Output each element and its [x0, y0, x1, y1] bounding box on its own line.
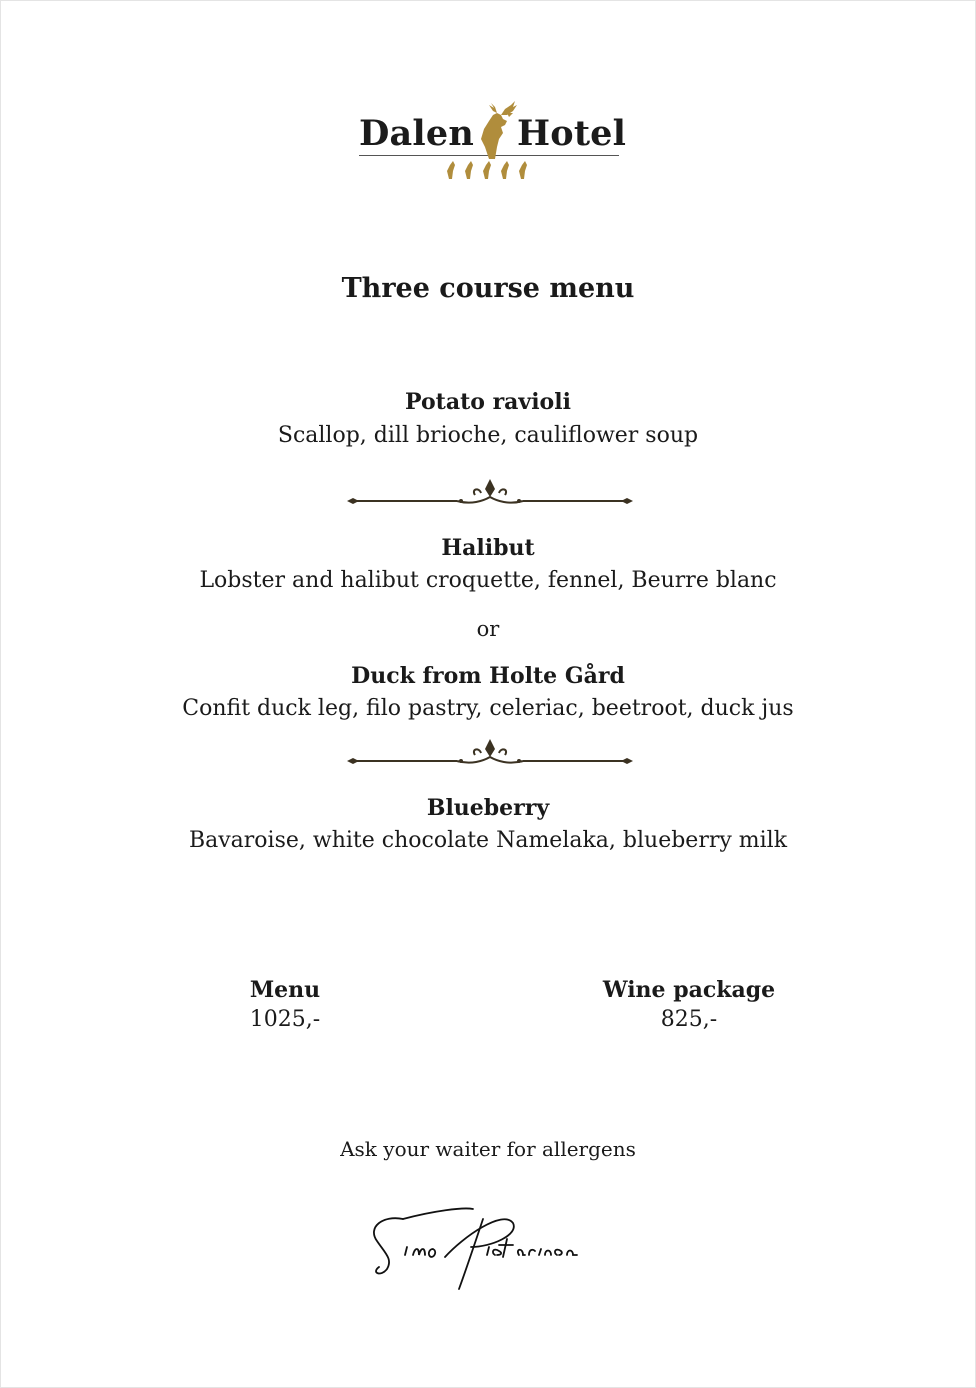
menu-price-block	[175, 977, 395, 1032]
menu-price-label: Menu	[249, 977, 321, 1003]
menu-price-value: 1025,-	[249, 1007, 321, 1032]
wine-price-block	[579, 977, 799, 1032]
ornament-divider-icon	[345, 475, 635, 507]
ornament-divider-icon	[345, 735, 635, 767]
course-description: Scallop, dill brioche, cauliflower soup	[277, 423, 699, 448]
course-name: Halibut	[441, 535, 535, 561]
course-description: Lobster and halibut croquette, fennel, Beurre blanc	[199, 568, 777, 593]
stag-icon	[467, 99, 527, 161]
alternative-separator: or	[476, 617, 500, 641]
course-name: Blueberry	[426, 795, 550, 821]
course-name: Potato ravioli	[405, 389, 571, 415]
hotel-logo	[353, 97, 625, 187]
logo-word-right: Hotel	[517, 113, 627, 154]
wine-price-label: Wine package	[602, 977, 776, 1003]
allergen-note: Ask your waiter for allergens	[340, 1137, 636, 1161]
menu-title: Three course menu	[341, 273, 635, 304]
wine-price-value: 825,-	[660, 1007, 718, 1032]
course-description: Confit duck leg, filo pastry, celeriac, beetroot, duck jus	[182, 696, 794, 721]
course-name: Duck from Holte Gård	[351, 663, 625, 689]
rating-stags-icon	[443, 159, 533, 181]
course-description: Bavaroise, white chocolate Namelaka, blueberry milk	[188, 828, 788, 853]
logo-word-left: Dalen	[359, 113, 475, 154]
signature-icon	[363, 1197, 603, 1297]
